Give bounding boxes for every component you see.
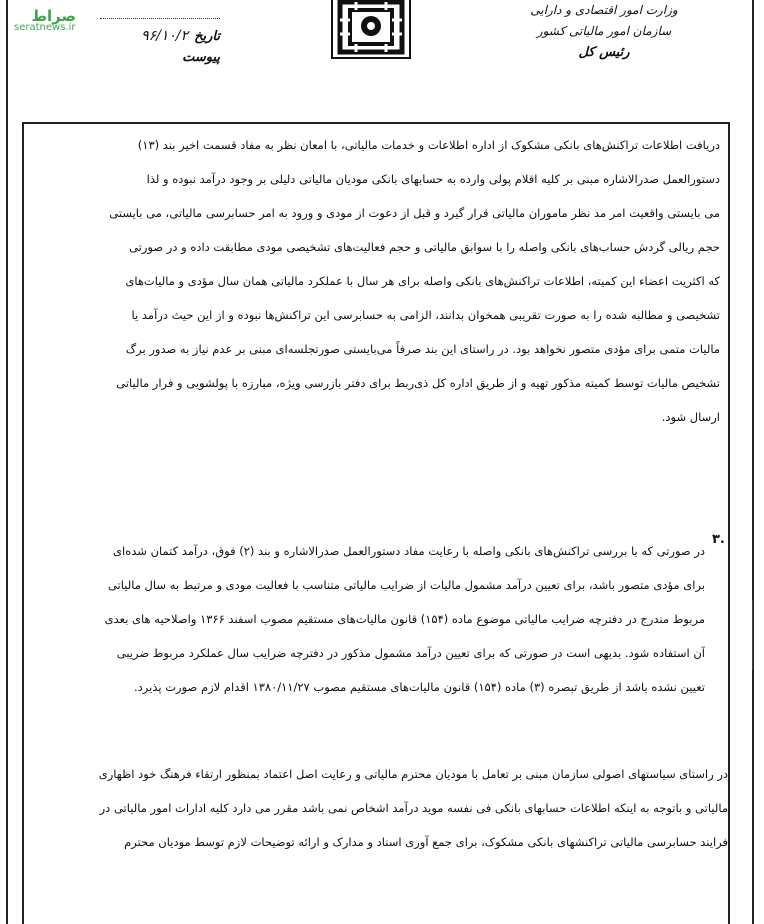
paragraph-1	[30, 128, 720, 434]
date-label: تاریخ	[194, 29, 220, 44]
text-line: تعیین نشده باشد از طریق تبصره (۳) ماده (۱۵۴) قانون مالیات‌های مستقیم مصوب ۱۳۸۰/۱۱/۲۷ اقدام لازم صورت پذیرد.	[134, 680, 705, 694]
letterhead	[0, 0, 764, 115]
text-line: می بایستی واقعیت امر مد نظر ماموران مالیاتی قرار گیرد و قبل از دعوت از مودی و ورود به امر حسابرسی مالیاتی، می بایستی	[109, 206, 720, 220]
scan-edge	[744, 600, 753, 670]
signatory-title: رئیس کل	[578, 45, 630, 60]
text-line: مالیات متمی برای مؤدی متصور نخواهد بود. در راستای این بند صرفاً می‌بایستی صورتجلسه‌ای مبنی بر عدم نیاز به صدور برگ	[125, 342, 720, 356]
text-line: دستورالعمل صدرالاشاره مبنی بر کلیه اقلام پولی وارده به حسابهای بانکی مودیان مالیاتی دلیلی بر وجود درآمد نبوده و لذا	[146, 172, 720, 186]
date-value: ۹۶/۱۰/۲	[141, 28, 189, 44]
text-line: حجم ریالی گردش حساب‌های بانکی واصله را با سوابق مالیاتی و حجم فعالیت‌های تشخیصی مودی مطابقت داده و در صورتی	[129, 240, 720, 254]
text-line: تشخیصی و مطالبه شده را به صورت تقریبی همخوان بدانند، الزامی به حسابرسی این تراکنش‌ها نبوده و از این حیث درآمد یا	[131, 308, 720, 322]
text-line: دریافت اطلاعات تراکنش‌های بانکی مشکوک از اداره اطلاعات و خدمات مالیاتی، با امعان نظر به مفاد قسمت اخیر بند (۱۳)	[137, 138, 720, 152]
number-field	[100, 6, 220, 19]
date-row	[60, 28, 220, 50]
text-line: در صورتی که با بررسی تراکنش‌های بانکی واصله با رعایت مفاد دستورالعمل صدرالاشاره و بند (۲) فوق، درآمد کتمان شده‌ای	[113, 544, 705, 558]
text-line: در راستای سیاستهای اصولی سازمان مبنی بر تعامل با مودیان محترم مالیاتی و رعایت اصل اعتماد بمنظور ارتقاء فرهنگ خود اظهاری	[98, 767, 728, 781]
organization-name: سازمان امور مالیاتی کشور	[536, 24, 672, 38]
letter-meta	[60, 6, 220, 72]
tax-organization-emblem-icon	[326, 0, 416, 60]
text-line: فرایند حسابرسی مالیاتی تراکنشهای بانکی مشکوک، برای جمع آوری اسناد و مدارک و ارائه توضیحات لازم توسط مودیان محترم	[124, 835, 728, 849]
text-line: برای مؤدی متصور باشد، برای تعیین درآمد مشمول مالیات از ضرایب مالیاتی متناسب با فعالیت مودی و مرتبط به سال مالیاتی	[107, 578, 705, 592]
ministry-name: وزارت امور اقتصادی و دارایی	[530, 3, 678, 17]
text-line: تشخیص مالیات توسط کمیته مذکور تهیه و از طریق اداره کل ذی‌ربط برای دفتر بازرسی ویژه، مبارزه با پولشویی و فرار مالیاتی	[116, 376, 720, 390]
text-line: مربوط مندرج در دفترچه ضرایب مالیاتی موضوع ماده (۱۵۴) قانون مالیات‌های مستقیم مصوب اسفند ۱۳۶۶ واصلاحیه های بعدی	[104, 612, 705, 626]
watermark-site: seratnews.ir	[14, 22, 76, 33]
number-row	[60, 6, 220, 28]
attachment-label: پیوست	[182, 50, 220, 65]
text-line: ارسال شود.	[661, 410, 720, 424]
watermark-brand: صراط	[31, 7, 76, 25]
attachment-row	[60, 50, 220, 72]
text-line: که اکثریت اعضاء این کمیته، اطلاعات تراکنش‌های بانکی واصله برای هر سال با عملکرد مالیاتی همان سال مؤدی و مالیات‌های	[125, 274, 720, 288]
paragraph-2	[50, 534, 705, 704]
paragraph-3	[34, 757, 728, 859]
item-number: ۳.	[712, 532, 725, 547]
text-line: مالیاتی و باتوجه به اینکه اطلاعات حسابهای بانکی فی نفسه موید درآمد اشخاص نمی باشد مقرر می دارد کلیه ادارات امور مالیاتی در	[99, 801, 728, 815]
text-line: آن استفاده شود. بدیهی است در صورتی که برای تعیین درآمد مشمول مذکور در دفترچه ضرایب سال عملکرد مربوط ضریبی	[116, 646, 705, 660]
organization-block	[504, 0, 704, 63]
